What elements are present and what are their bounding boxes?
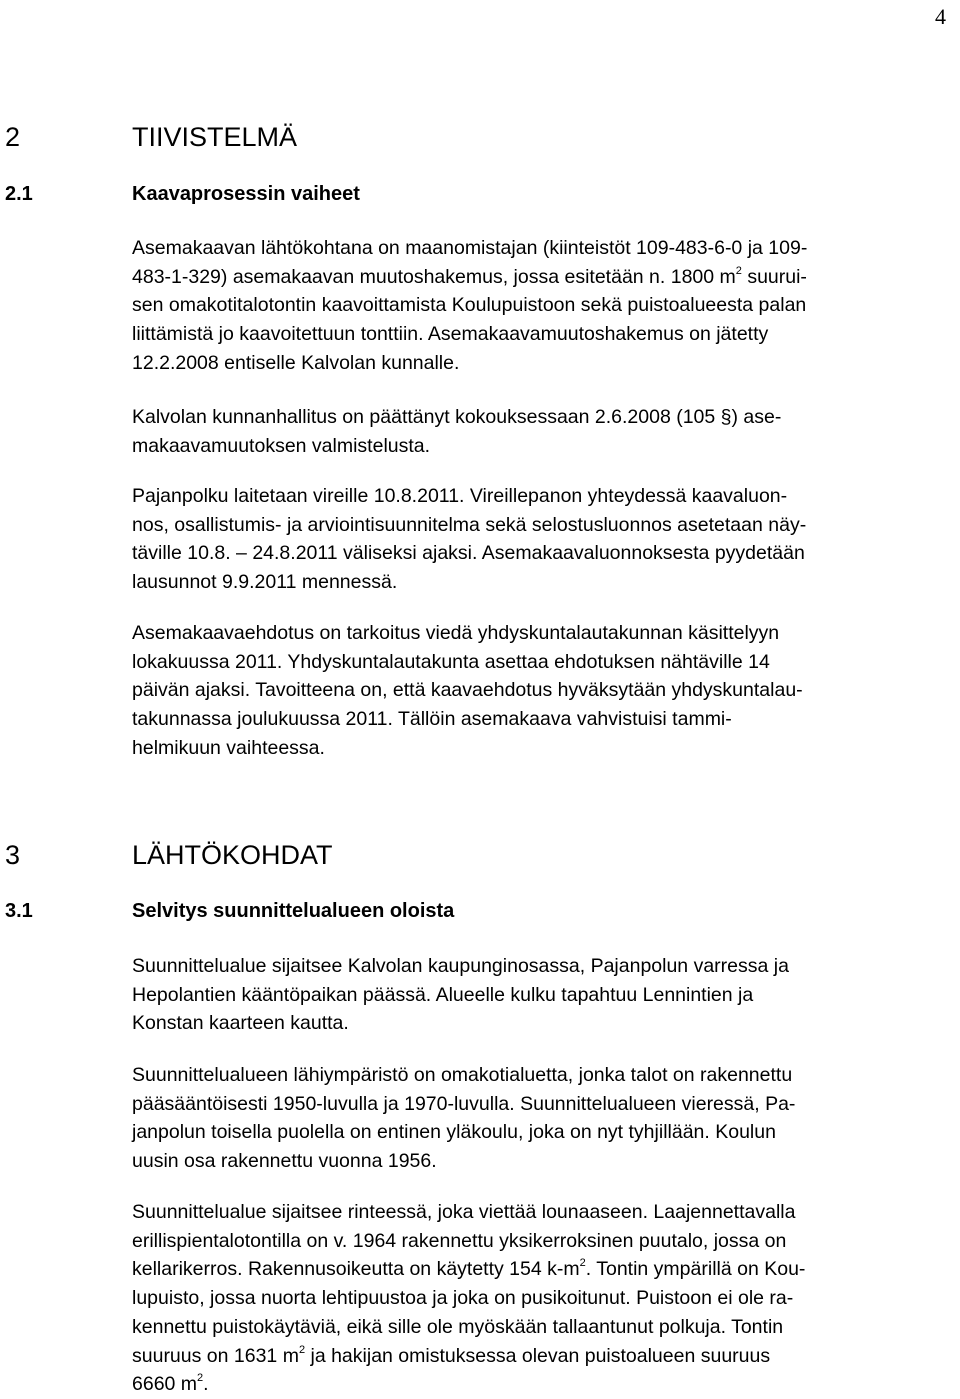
text-line: pääsääntöisesti 1950-luvulla ja 1970-luvulla. Suunnittelualueen vieressä, Pa-: [132, 1092, 796, 1115]
text-line: takunnassa joulukuussa 2011. Tällöin asemakaava vahvistuisi tammi-: [132, 708, 732, 731]
text-line: makaavamuutoksen valmistelusta.: [132, 434, 431, 457]
text-line: Suunnittelualue sijaitsee rinteessä, joka viettää lounaaseen. Laajennettavalla: [132, 1201, 796, 1223]
superscript: 2: [735, 264, 742, 277]
subsection-number: 3.1: [5, 900, 33, 922]
superscript: 2: [298, 1343, 306, 1356]
section-number: 2: [5, 122, 21, 152]
superscript: 2: [579, 1257, 586, 1270]
page-number: 4: [935, 4, 946, 29]
text-line: lupuisto, jossa nuorta lehtipuustoa ja joka on pusikoitunut. Puistoon ei ole ra-: [132, 1287, 794, 1310]
text-line: lokakuussa 2011. Yhdyskuntalautakunta asettaa ehdotuksen nähtäville 14: [132, 650, 770, 673]
superscript: 2: [197, 1372, 204, 1385]
paragraph-summary-4: [132, 619, 932, 763]
text-line: 12.2.2008 entiselle Kalvolan kunnalle.: [132, 351, 460, 374]
paragraph-summary-1: [132, 234, 932, 378]
paragraph-summary-2: [132, 403, 932, 460]
text-line: helmikuun vaihteessa.: [132, 736, 325, 759]
subsection-title: Selvitys suunnittelualueen oloista: [132, 900, 455, 922]
text-line: Pajanpolku laitetaan vireille 10.8.2011. Vireillepanon yhteydessä kaavaluon-: [132, 485, 788, 507]
text-line: Konstan kaarteen kautta.: [132, 1012, 349, 1035]
text-line: 483-1-329) asemakaavan muutoshakemus, jossa esitetään n. 1800 $m^2$ suurui-: [132, 264, 807, 288]
paragraph-summary-3: [132, 482, 932, 597]
text-line: kennettu puistokäytäviä, eikä sille ole myöskään tallaantunut polkuja. Tontin: [132, 1315, 784, 1338]
subsection-title: Kaavaprosessin vaiheet: [132, 183, 360, 205]
paragraph-area-3: [132, 1198, 932, 1399]
section-number: 3: [5, 840, 21, 870]
text-line: Kalvolan kunnanhallitus on päättänyt kokouksessaan 2.6.2008 (105 §) ase-: [132, 406, 782, 428]
section-title: LÄHTÖKOHDAT: [132, 840, 333, 870]
text-line: Asemakaavan lähtökohtana on maanomistajan (kiinteistöt 109-483-6-0 ja 109-: [132, 237, 808, 259]
text-line: sen omakotitalotontin kaavoittamista Koulupuistoon sekä puistoalueesta palan: [132, 294, 807, 317]
subsection-number: 2.1: [5, 183, 33, 205]
text-line: janpolun toisella puolella on entinen yläkoulu, joka on nyt tyhjillään. Koulun: [132, 1121, 776, 1144]
text-line: Asemakaavaehdotus on tarkoitus viedä yhdyskuntalautakunnan käsittelyyn: [132, 622, 780, 644]
text-line: päivän ajaksi. Tavoitteena on, että kaavaehdotus hyväksytään yhdyskuntalau-: [132, 679, 803, 702]
text-line: erillispientalotontilla on v. 1964 rakennettu yksikerroksinen puutalo, jossa on: [132, 1229, 787, 1252]
text-line: 6660 $m^2$.: [132, 1372, 209, 1396]
text-line: täville 10.8. – 24.8.2011 väliseksi ajaksi. Asemakaavaluonnoksesta pyydetään: [132, 542, 805, 565]
section-title: TIIVISTELMÄ: [132, 122, 298, 152]
text-line: liittämistä jo kaavoitettuun tonttiin. Asemakaavamuutoshakemus on jätetty: [132, 323, 769, 346]
text-line: Hepolantien kääntöpaikan päässä. Alueelle kulku tapahtuu Lennintien ja: [132, 983, 754, 1006]
text-line: uusin osa rakennettu vuonna 1956.: [132, 1150, 437, 1173]
text-line: Suunnittelualue sijaitsee Kalvolan kaupunginosassa, Pajanpolun varressa ja: [132, 955, 789, 977]
text-line: nos, osallistumis- ja arviointisuunnitelma sekä selostusluonnos asetetaan näy-: [132, 513, 807, 536]
text-line: Suunnittelualueen lähiympäristö on omakotialuetta, jonka talot on rakennettu: [132, 1064, 793, 1086]
text-line: lausunnot 9.9.2011 mennessä.: [132, 571, 398, 594]
paragraph-area-2: [132, 1061, 932, 1176]
paragraph-area-1: [132, 952, 932, 1038]
text-line: kellarikerros. Rakennusoikeutta on käytetty 154 $k-m^2$. Tontin ympärillä on Kou-: [132, 1257, 806, 1281]
text-line: suuruus on 1631 $m^2$ ja hakijan omistuksessa olevan puistoalueen suuruus: [132, 1343, 771, 1367]
